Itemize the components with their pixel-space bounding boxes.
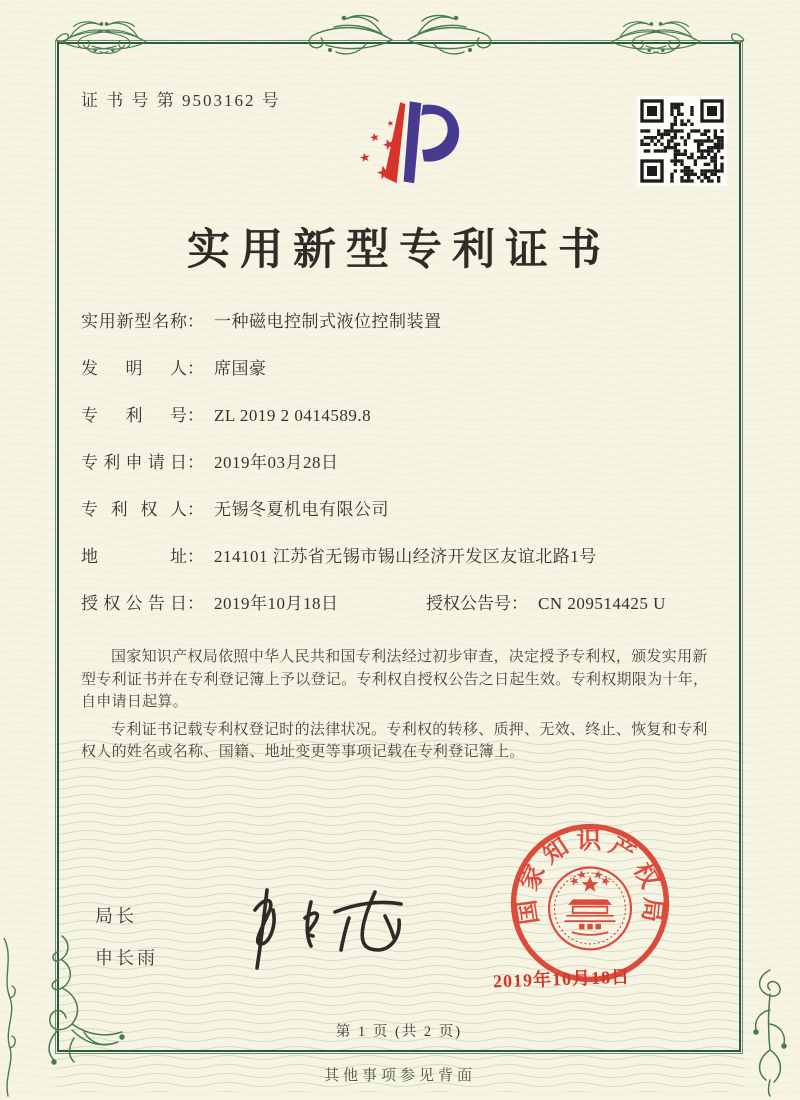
field-row-inventor	[81, 357, 725, 381]
certificate-border	[55, 40, 743, 1054]
field-label: 授权公告日	[81, 594, 187, 613]
legal-paragraph-1: 国家知识产权局依照中华人民共和国专利法经过初步审查，决定授予专利权，颁发实用新型专利证书并在专利登记簿上予以登记。专利权自授权公告之日起生效。专利权期限为十年，自申请日起算。	[81, 649, 709, 710]
field-row-patent-number	[81, 404, 725, 428]
corner-ornament-bottom-left	[38, 934, 132, 1066]
field-colon: ：	[187, 500, 204, 519]
certificate-title: 实用新型专利证书	[187, 227, 611, 274]
page-indicator: 第 1 页 (共 2 页)	[335, 1024, 463, 1040]
grant-number-group	[426, 592, 666, 616]
field-value: 无锡冬夏机电有限公司	[214, 500, 389, 519]
field-row-grant	[81, 592, 725, 616]
field-label: 授权公告号	[426, 594, 511, 613]
certificate-border-inner	[57, 42, 741, 1052]
back-note: 其他事项参见背面	[323, 1068, 476, 1084]
field-colon: ：	[187, 359, 204, 378]
legal-text	[81, 646, 721, 769]
commissioner-signature	[227, 882, 437, 974]
field-colon: ：	[187, 594, 204, 613]
field-label: 专利申请日	[81, 453, 187, 472]
field-row-address	[81, 545, 725, 569]
field-row-patentee	[81, 498, 725, 522]
field-list	[81, 310, 725, 639]
field-label: 发明人	[81, 359, 187, 378]
grant-date-value: 2019年10月18日	[214, 594, 339, 613]
field-label: 专利号	[81, 406, 187, 425]
top-border-ornament	[0, 6, 800, 66]
field-value: 席国豪	[214, 359, 267, 378]
field-label: 专利权人	[81, 500, 187, 519]
field-colon: ：	[187, 406, 204, 425]
legal-paragraph-2: 专利证书记载专利权登记时的法律状况。专利权的转移、质押、无效、终止、恢复和专利权人的姓名或名称、国籍、地址变更等事项记载在专利登记簿上。	[81, 721, 708, 760]
field-row-filing-date	[81, 451, 725, 475]
seal-text: 国家知识产权局	[513, 827, 667, 927]
field-label: 实用新型名称	[81, 312, 187, 331]
field-value: 2019年03月28日	[214, 453, 339, 472]
commissioner-title: 局长	[95, 906, 137, 926]
field-label: 地址	[81, 547, 187, 566]
commissioner-name: 申长雨	[95, 948, 158, 968]
seal-date: 2019年10月18日	[492, 966, 631, 992]
field-value: 214101 江苏省无锡市锡山经济开发区友谊北路1号	[214, 547, 597, 566]
field-row-invention-name	[81, 310, 725, 334]
official-seal	[492, 812, 681, 994]
field-colon: ：	[187, 453, 204, 472]
grant-number-value: CN 209514425 U	[538, 594, 666, 613]
field-colon: ：	[511, 594, 528, 613]
qr-code	[637, 96, 727, 186]
cnipa-logo-icon	[335, 88, 467, 194]
field-value: 一种磁电控制式液位控制装置	[214, 312, 442, 331]
field-value: ZL 2019 2 0414589.8	[214, 406, 372, 425]
field-colon: ：	[187, 312, 204, 331]
field-colon: ：	[187, 547, 204, 566]
national-emblem-icon	[549, 868, 631, 950]
certificate-number: 证 书 号 第 9503162 号	[81, 91, 281, 110]
